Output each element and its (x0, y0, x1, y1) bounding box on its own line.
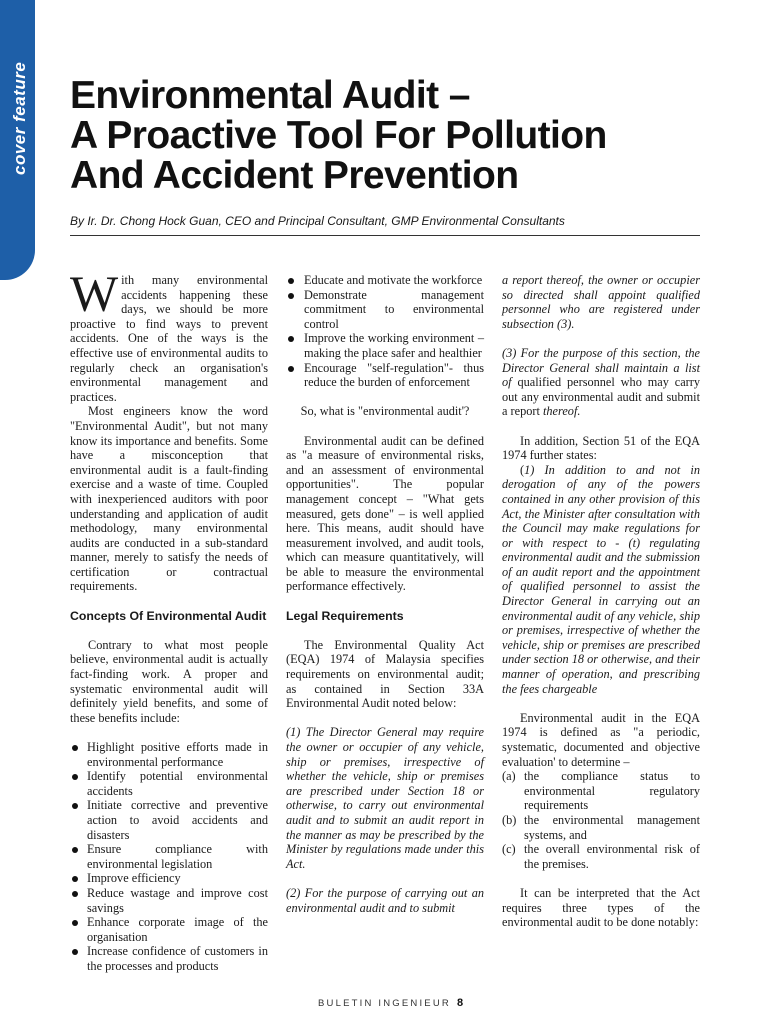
list-item: Identify potential environmental accidents (70, 769, 268, 798)
column-1 (70, 267, 268, 974)
benefits-list-continued (286, 273, 484, 390)
article-title (70, 76, 730, 196)
publication-name: BULETIN INGENIEUR (318, 998, 451, 1009)
page-footer (318, 997, 464, 1009)
section-tab (0, 0, 35, 280)
list-item: (a) the compliance status to environmental regulatory requirements (502, 769, 700, 813)
legal-quote: (1) In addition to and not in derogation of any of the powers contained in any other provision of this Act, the Minister after consultation with the Council may make regulations for or with respect to - (t) regulating environmental audit and the submission of an audit report and the appointment of qualified personnel to assist the Director General in carrying out an environmental audit of any vehicle, ship or premises, irrespective of whether the vehicle, ship or premises are prescribed under section 18 or otherwise, and their manner of operation, and prescribing the fees chargeable (502, 462, 700, 696)
legal-quote: (1) The Director General may require the owner or occupier of any vehicle, ship or premises, irrespective of whether the vehicle, ship or premises are prescribed under Section 18 or otherwise, to carry out environmental audit and to submit an audit report in the manner as may be prescribed by the Minister by regulations made under this Act. (286, 725, 484, 871)
title-line-3: And Accident Prevention (70, 154, 519, 197)
section-heading-legal: Legal Requirements (286, 608, 404, 623)
list-item: Enhance corporate image of the organisation (70, 915, 268, 944)
benefits-list (70, 740, 268, 974)
section-tab-label: cover feature (10, 61, 29, 175)
list-item: Demonstrate management commitment to environmental control (286, 288, 484, 332)
paragraph: In addition, Section 51 of the EQA 1974 further states: (502, 433, 700, 463)
paragraph: It can be interpreted that the Act requires three types of the environmental audit to be done notably: (502, 885, 700, 930)
paragraph: Contrary to what most people believe, environmental audit is actually fact-finding work. A proper and systematic environmental audit will definitely yield benefits, and some of these benefits include: (70, 637, 268, 725)
paragraph: The Environmental Quality Act (EQA) 1974 of Malaysia specifies requirements on environmental audit; as contained in Section 33A Environmental Audit noted below: (286, 637, 484, 711)
question-line: So, what is "environmental audit'? (300, 404, 470, 419)
list-item: Improve efficiency (70, 871, 268, 886)
list-item: Highlight positive efforts made in environmental performance (70, 740, 268, 769)
list-item: (b) the environmental management systems, and (502, 812, 700, 842)
paragraph: Environmental audit in the EQA 1974 is defined as "a periodic, systematic, documented and objective evaluation' to determine – (502, 710, 700, 769)
legal-quote: (2) For the purpose of carrying out an environmental audit and to submit (286, 885, 484, 915)
legal-quote: (3) For the purpose of this section, the Director General shall maintain a list of qualified personnel who may carry out any environmental audit and submit a report thereof. (502, 345, 700, 419)
list-item: (c) the overall environmental risk of the premises. (502, 842, 700, 871)
list-item: Ensure compliance with environmental legislation (70, 842, 268, 871)
title-line-1: Environmental Audit – (70, 74, 470, 117)
column-2 (286, 273, 484, 915)
title-divider (70, 235, 700, 236)
list-item: Encourage "self-regulation"- thus reduce the burden of enforcement (286, 361, 484, 390)
list-item: Increase confidence of customers in the processes and products (70, 944, 268, 973)
evaluation-list (502, 769, 700, 871)
section-heading-concepts: Concepts Of Environmental Audit (70, 608, 267, 623)
byline: By Ir. Dr. Chong Hock Guan, CEO and Principal Consultant, GMP Environmental Consultants (70, 214, 565, 228)
intro-text: ith many environmental accidents happening these days, we should be more proactive to find ways to prevent accidents. One of the ways is the effective use of environmental audits to regularly check an organisation's environmental management and practices. (70, 273, 268, 404)
drop-cap: W (70, 267, 119, 323)
list-item: Educate and motivate the workforce (286, 273, 484, 288)
page-number: 8 (456, 997, 464, 1009)
list-item: Initiate corrective and preventive action to avoid accidents and disasters (70, 798, 268, 842)
legal-quote: a report thereof, the owner or occupier so directed shall appoint qualified personnel who are registered under subsection (3). (502, 273, 700, 331)
paragraph: Environmental audit can be defined as "a measure of environmental risks, and an assessment of environmental opportunities". The popular management concept – "What gets measured, gets done" – is well applied here. This means, audit should have measurement involved, and audit tools, which can measure quantitatively, will be able to measure the environmental performance effectively. (286, 433, 484, 594)
intro-paragraph (70, 267, 268, 404)
list-item: Improve the working environment – making the place safer and healthier (286, 331, 484, 360)
column-3 (502, 273, 700, 930)
paragraph: Most engineers know the word "Environmental Audit", but not many know its importance and benefits. Some have a misconception that environmental audit is a fault-finding exercise and a waste of time. Coupled with inexperienced auditors with poor understanding and application of audit methodology, many environmental audits are conducted in a sub-standard manner, merely to satisfy the needs of certification or contractual requirements. (70, 404, 268, 594)
title-line-2: A Proactive Tool For Pollution (70, 114, 607, 157)
list-item: Reduce wastage and improve cost savings (70, 886, 268, 915)
